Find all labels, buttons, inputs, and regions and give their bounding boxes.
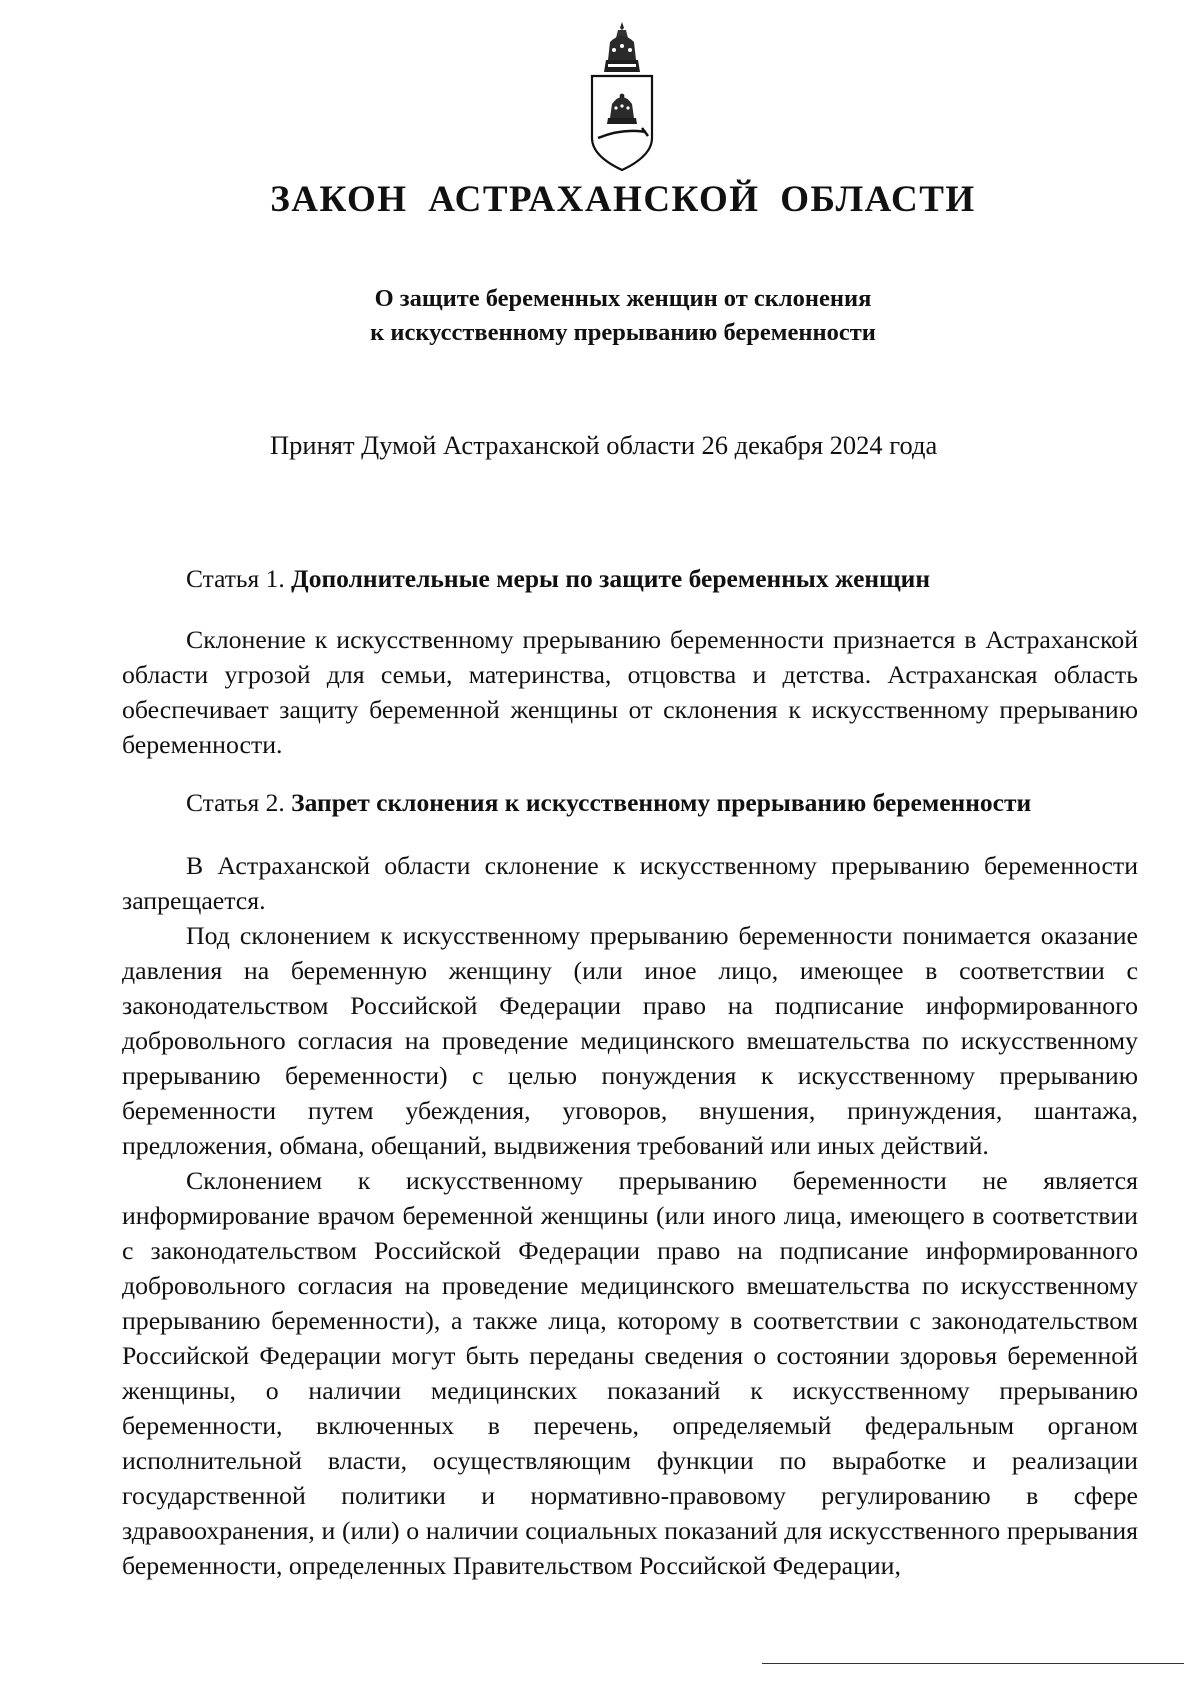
article-1-heading	[186, 564, 930, 594]
law-subtitle-line-2: к искусственному прерыванию беременности	[370, 319, 876, 346]
coat-of-arms-icon	[588, 20, 656, 172]
article-2-prefix: Статья 2.	[186, 788, 292, 817]
article-2-title: Запрет склонения к искусственному прерыванию беременности	[291, 788, 1032, 817]
page-footer-rule	[762, 1663, 1184, 1664]
article-2-heading	[186, 788, 1031, 818]
adoption-line: Принят Думой Астраханской области 26 декабря 2024 года	[270, 430, 938, 460]
article-1-prefix: Статья 1.	[186, 564, 292, 593]
article-2-paragraph: Под склонением к искусственному прерыванию беременности понимается оказание давления на беременную женщину (или иное лицо, имеющее в соответствии с законодательством Российской Федерации право на подписание информированного добровольного согласия на проведение медицинского вмешательства по искусственному прерыванию беременности) с целью понуждения к искусственному прерыванию беременности путем убеждения, уговоров, внушения, принуждения, шантажа, предложения, обмана, обещаний, выдвижения требований или иных действий.	[122, 921, 1138, 1160]
law-subtitle	[0, 282, 1200, 350]
article-1-paragraph: Склонение к искусственному прерыванию беременности признается в Астраханской области угрозой для семьи, материнства, отцовства и детства. Астраханская область обеспечивает защиту беременной женщины от склонения к искусственному прерыванию беременности.	[122, 625, 1138, 759]
article-2-body	[122, 848, 1138, 1583]
law-title: ЗАКОН АСТРАХАНСКОЙ ОБЛАСТИ	[270, 179, 976, 220]
article-2-paragraph: Склонением к искусственному прерыванию беременности не является информирование врачом беременной женщины (или иного лица, имеющего в соответствии с законодательством Российской Федерации право на подписание информированного добровольного согласия на проведение медицинского вмешательства по искусственному прерыванию беременности), а также лица, которому в соответствии с законодательством Российской Федерации могут быть переданы сведения о состоянии здоровья беременной женщины, о наличии медицинских показаний к искусственному прерыванию беременности, включенных в перечень, определяемый федеральным органом исполнительной власти, осуществляющим функции по выработке и реализации государственной политики и нормативно-правовому регулированию в сфере здравоохранения, и (или) о наличии социальных показаний для искусственного прерывания беременности, определенных Правительством Российской Федерации,	[122, 1166, 1138, 1580]
article-1-body	[122, 622, 1138, 762]
law-subtitle-line-1: О защите беременных женщин от склонения	[374, 285, 872, 312]
article-2-paragraph: В Астраханской области склонение к искусственному прерыванию беременности запрещается.	[122, 851, 1138, 915]
article-1-title: Дополнительные меры по защите беременных женщин	[291, 564, 931, 593]
